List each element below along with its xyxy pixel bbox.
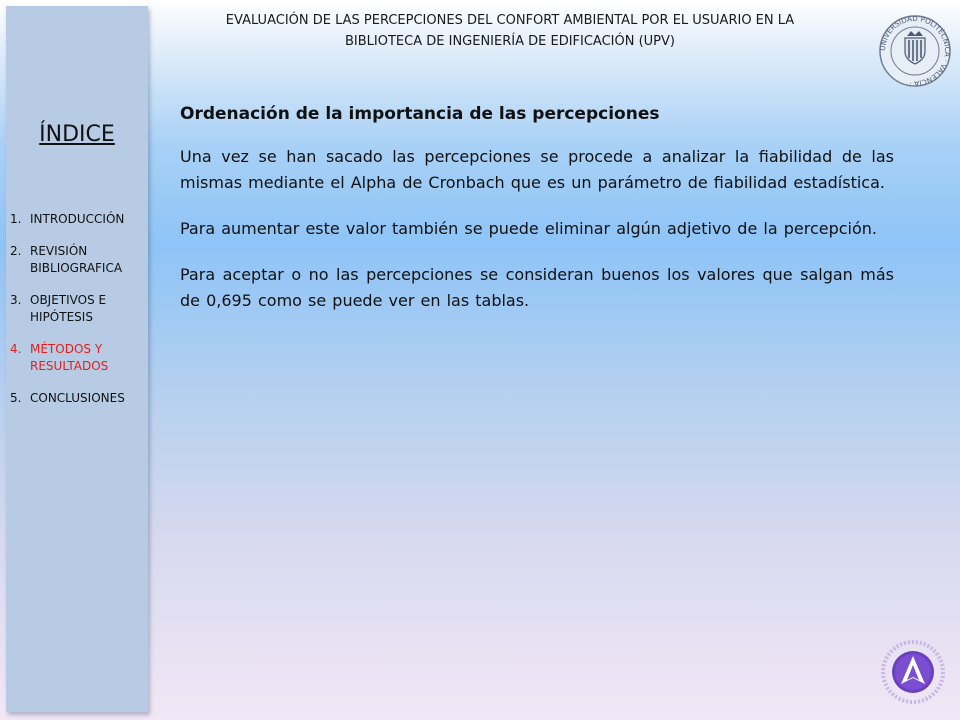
- body-paragraph: Una vez se han sacado las percepciones se procede a analizar la fiabilidad de las mismas mediante el Alpha de Cronbach que es un parámetro de fiabilidad estadística.: [180, 147, 894, 192]
- index-list: [10, 211, 146, 422]
- index-item-number: 3.: [10, 293, 22, 307]
- index-item-label: MÉTODOS Y RESULTADOS: [30, 342, 109, 373]
- body-paragraph: Para aumentar este valor también se puede eliminar algún adjetivo de la percepción.: [180, 219, 878, 238]
- index-title: ÍNDICE: [39, 122, 115, 147]
- index-item-label: CONCLUSIONES: [30, 391, 125, 405]
- main-content: [180, 104, 894, 334]
- body-paragraph: Para aceptar o no las percepciones se consideran buenos los valores que salgan más de 0,695 como se puede ver en las tablas.: [180, 265, 894, 310]
- slide-header: [180, 10, 840, 52]
- index-item-number: 2.: [10, 244, 22, 258]
- upv-seal-icon: [878, 14, 952, 88]
- seal-text: UNIVERSIDAD POLITÉCNICA · VALENCIA ·: [878, 14, 952, 88]
- index-item-conclusiones[interactable]: [10, 390, 146, 407]
- header-line-2: BIBLIOTECA DE INGENIERÍA DE EDIFICACIÓN (UPV): [345, 34, 675, 49]
- school-emblem-icon: [880, 636, 946, 706]
- index-item-introduccion[interactable]: [10, 211, 146, 228]
- index-item-number: 4.: [10, 342, 22, 356]
- index-item-number: 1.: [10, 212, 22, 226]
- index-item-label: INTRODUCCIÓN: [30, 212, 125, 226]
- index-item-metodos[interactable]: [10, 341, 146, 375]
- index-item-revision[interactable]: [10, 243, 146, 277]
- index-item-label: OBJETIVOS E HIPÓTESIS: [30, 293, 107, 324]
- index-item-objetivos[interactable]: [10, 292, 146, 326]
- section-heading: Ordenación de la importancia de las percepciones: [180, 104, 660, 124]
- header-line-1: EVALUACIÓN DE LAS PERCEPCIONES DEL CONFORT AMBIENTAL POR EL USUARIO EN LA: [225, 13, 795, 28]
- index-sidebar: [6, 6, 148, 712]
- index-item-number: 5.: [10, 391, 22, 405]
- index-item-label: REVISIÓN BIBLIOGRAFICA: [30, 244, 123, 275]
